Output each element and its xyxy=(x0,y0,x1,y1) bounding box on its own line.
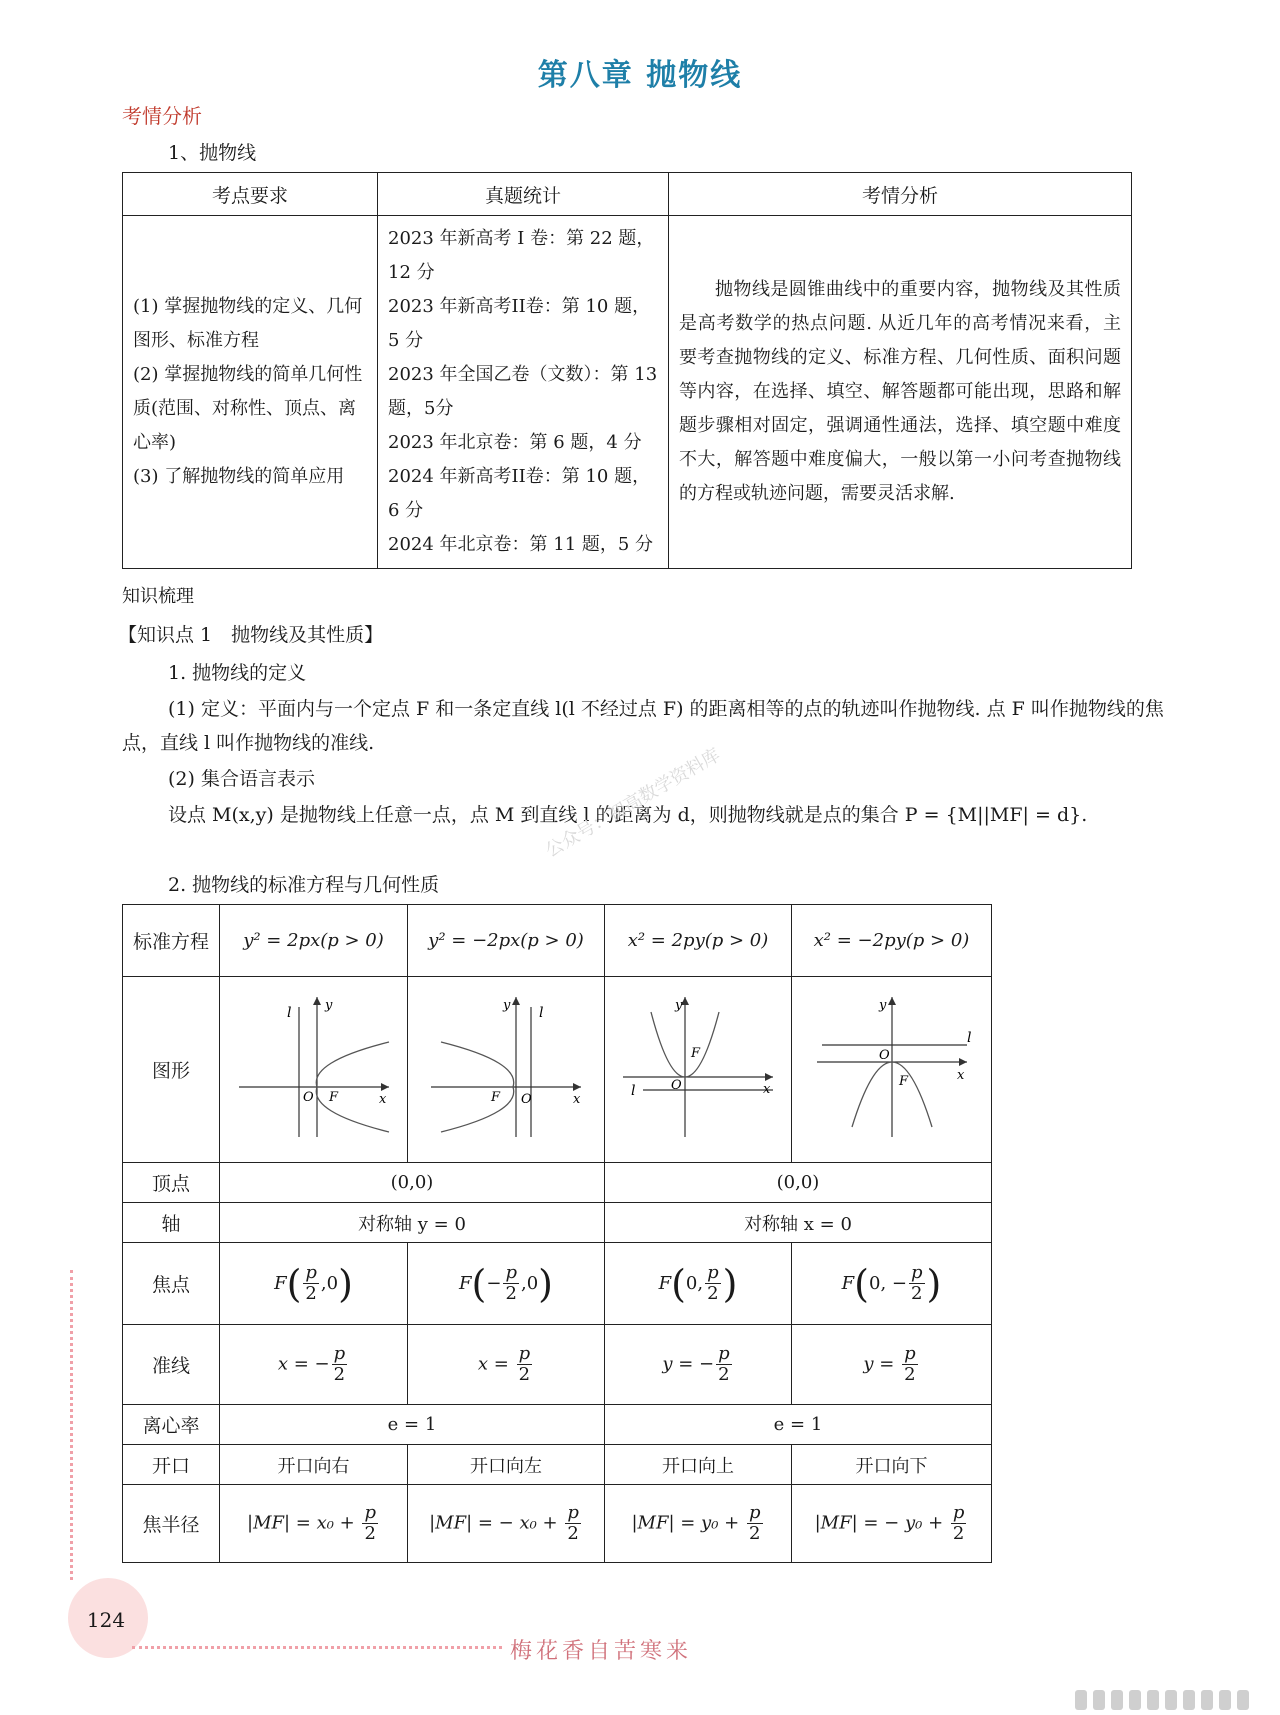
figure-label: y xyxy=(503,998,511,1013)
requirement-item: (2) 掌握抛物线的简单几何性质(范围、对称性、顶点、离心率) xyxy=(133,364,363,453)
directrix-cell: y = − $\frac{p}{2}$ xyxy=(605,1325,792,1405)
focal-radius-cell: |MF| = − y₀ + $\frac{p}{2}$ xyxy=(792,1485,992,1563)
figure-cell xyxy=(220,977,408,1163)
parabola-down-figure xyxy=(807,987,977,1147)
stat-item: 2023 年全国乙卷（文数）：第 13题，5分 xyxy=(388,364,658,419)
row-label-vertex: 顶点 xyxy=(123,1163,220,1203)
knowledge-heading: 知识梳理 xyxy=(122,586,194,607)
figure-label: x xyxy=(573,1092,581,1107)
table-header: 真题统计 xyxy=(378,173,669,216)
eccentricity-cell: e = 1 xyxy=(605,1405,992,1445)
equation-cell: x² = 2py(p > 0) xyxy=(605,905,792,977)
figure-label: F xyxy=(691,1046,701,1061)
decorative-dots xyxy=(132,1646,502,1649)
row-label-equation: 标准方程 xyxy=(123,905,220,977)
figure-cell xyxy=(408,977,605,1163)
set-title: (2) 集合语言表示 xyxy=(168,768,315,790)
equation-cell: y² = −2px(p > 0) xyxy=(408,905,605,977)
figure-label: y xyxy=(878,998,886,1013)
figure-label: l xyxy=(286,1005,291,1021)
figure-label: F xyxy=(898,1074,908,1089)
opening-cell: 开口向左 xyxy=(408,1445,605,1485)
focus-cell: F(− $\frac{p}{2}$ ,0) xyxy=(408,1243,605,1325)
directrix-cell: x = $\frac{p}{2}$ xyxy=(408,1325,605,1405)
figure-label: x xyxy=(956,1068,964,1083)
focus-cell: F( $\frac{p}{2}$ ,0) xyxy=(220,1243,408,1325)
set-text: 设点 M(x,y) 是抛物线上任意一点，点 M 到直线 l 的距离为 d，则抛物线就是点的集合 P = {M||MF| = d}. xyxy=(168,804,1088,826)
row-label-figure: 图形 xyxy=(123,977,220,1163)
opening-cell: 开口向上 xyxy=(605,1445,792,1485)
figure-label: F xyxy=(328,1090,338,1105)
standard-title: 2. 抛物线的标准方程与几何性质 xyxy=(168,874,440,896)
definition-text: (1) 定义：平面内与一个定点 F 和一条定直线 l(l 不经过点 F) 的距离相等的点的轨迹叫作抛物线. 点 F 叫作抛物线的焦点，直线 l 叫作抛物线的准线. xyxy=(122,698,1164,754)
figure-label: y xyxy=(675,998,683,1013)
figure-label: O xyxy=(671,1078,682,1093)
barcode-icon xyxy=(1075,1688,1265,1712)
figure-label: x xyxy=(763,1082,771,1097)
axis-cell: 对称轴 y = 0 xyxy=(220,1203,605,1243)
eccentricity-cell: e = 1 xyxy=(220,1405,605,1445)
sub-heading: 1、抛物线 xyxy=(168,142,257,164)
footer-slogan: 梅花香自苦寒来 xyxy=(510,1639,693,1664)
figure-label: y xyxy=(324,998,332,1013)
vertex-cell: (0,0) xyxy=(220,1163,605,1203)
stat-item: 2023 年北京卷：第 6 题，4 分 xyxy=(388,432,642,453)
table-header: 考情分析 xyxy=(669,173,1132,216)
figure-label: O xyxy=(878,1048,890,1063)
focus-cell: F(0, − $\frac{p}{2}$ ) xyxy=(792,1243,992,1325)
row-label-axis: 轴 xyxy=(123,1203,220,1243)
exam-analysis-table xyxy=(122,172,1132,569)
parabola-up-figure xyxy=(613,987,783,1147)
decorative-dots xyxy=(70,1270,73,1580)
figure-label: x xyxy=(378,1092,386,1107)
row-label-focus: 焦点 xyxy=(123,1243,220,1325)
analysis-cell: 抛物线是圆锥曲线中的重要内容，抛物线及其性质是高考数学的热点问题. 从近几年的高考情况来看，主要考查抛物线的定义、标准方程、几何性质、面积问题等内容，在选择、填空、解答题都可能出现，思路和解题步骤相对固定，强调通性通法，选择、填空题中难度不大，解答题中难度偏大，一般以第一小问考查抛物线的方程或轨迹问题，需要灵活求解. xyxy=(669,216,1132,569)
watermark: 公众号：初高数学资料库 xyxy=(542,744,724,862)
requirement-item: (1) 掌握抛物线的定义、几何图形、标准方程 xyxy=(133,296,363,351)
row-label-eccentricity: 离心率 xyxy=(123,1405,220,1445)
figure-label: l xyxy=(966,1030,971,1046)
stat-item: 2024 年新高考II卷：第 10 题，6 分 xyxy=(388,466,651,521)
section-label: 考情分析 xyxy=(122,104,202,128)
vertex-cell: (0,0) xyxy=(605,1163,992,1203)
figure-label: O xyxy=(302,1090,314,1105)
figure-label: l xyxy=(631,1083,636,1099)
focal-radius-cell: |MF| = − x₀ + $\frac{p}{2}$ xyxy=(408,1485,605,1563)
row-label-opening: 开口 xyxy=(123,1445,220,1485)
row-label-focal-radius: 焦半径 xyxy=(123,1485,220,1563)
equation-cell: y² = 2px(p > 0) xyxy=(220,905,408,977)
stats-cell xyxy=(378,216,669,569)
directrix-cell: y = $\frac{p}{2}$ xyxy=(792,1325,992,1405)
figure-cell xyxy=(792,977,992,1163)
figure-label: l xyxy=(539,1005,544,1021)
parabola-left-figure xyxy=(421,987,591,1147)
parabola-right-figure xyxy=(229,987,399,1147)
row-label-directrix: 准线 xyxy=(123,1325,220,1405)
stat-item: 2023 年新高考II卷：第 10 题，5 分 xyxy=(388,296,651,351)
focal-radius-cell: |MF| = y₀ + $\frac{p}{2}$ xyxy=(605,1485,792,1563)
table-header: 考点要求 xyxy=(123,173,378,216)
definition-title: 1. 抛物线的定义 xyxy=(168,662,307,684)
properties-table xyxy=(122,904,992,1563)
requirements-cell xyxy=(123,216,378,569)
stat-item: 2024 年北京卷：第 11 题，5 分 xyxy=(388,534,654,555)
focus-cell: F(0, $\frac{p}{2}$ ) xyxy=(605,1243,792,1325)
knowledge-point-label: 【知识点 1 抛物线及其性质】 xyxy=(118,624,384,646)
figure-label: F xyxy=(491,1090,501,1105)
opening-cell: 开口向右 xyxy=(220,1445,408,1485)
focal-radius-cell: |MF| = x₀ + $\frac{p}{2}$ xyxy=(220,1485,408,1563)
opening-cell: 开口向下 xyxy=(792,1445,992,1485)
stat-item: 2023 年新高考 I 卷：第 22 题，12 分 xyxy=(388,228,655,283)
figure-cell xyxy=(605,977,792,1163)
axis-cell: 对称轴 x = 0 xyxy=(605,1203,992,1243)
requirement-item: (3) 了解抛物线的简单应用 xyxy=(133,466,345,487)
page-number: 124 xyxy=(86,1608,126,1632)
equation-cell: x² = −2py(p > 0) xyxy=(792,905,992,977)
directrix-cell: x = − $\frac{p}{2}$ xyxy=(220,1325,408,1405)
chapter-title: 第八章 抛物线 xyxy=(537,58,743,93)
figure-label: O xyxy=(521,1092,532,1107)
